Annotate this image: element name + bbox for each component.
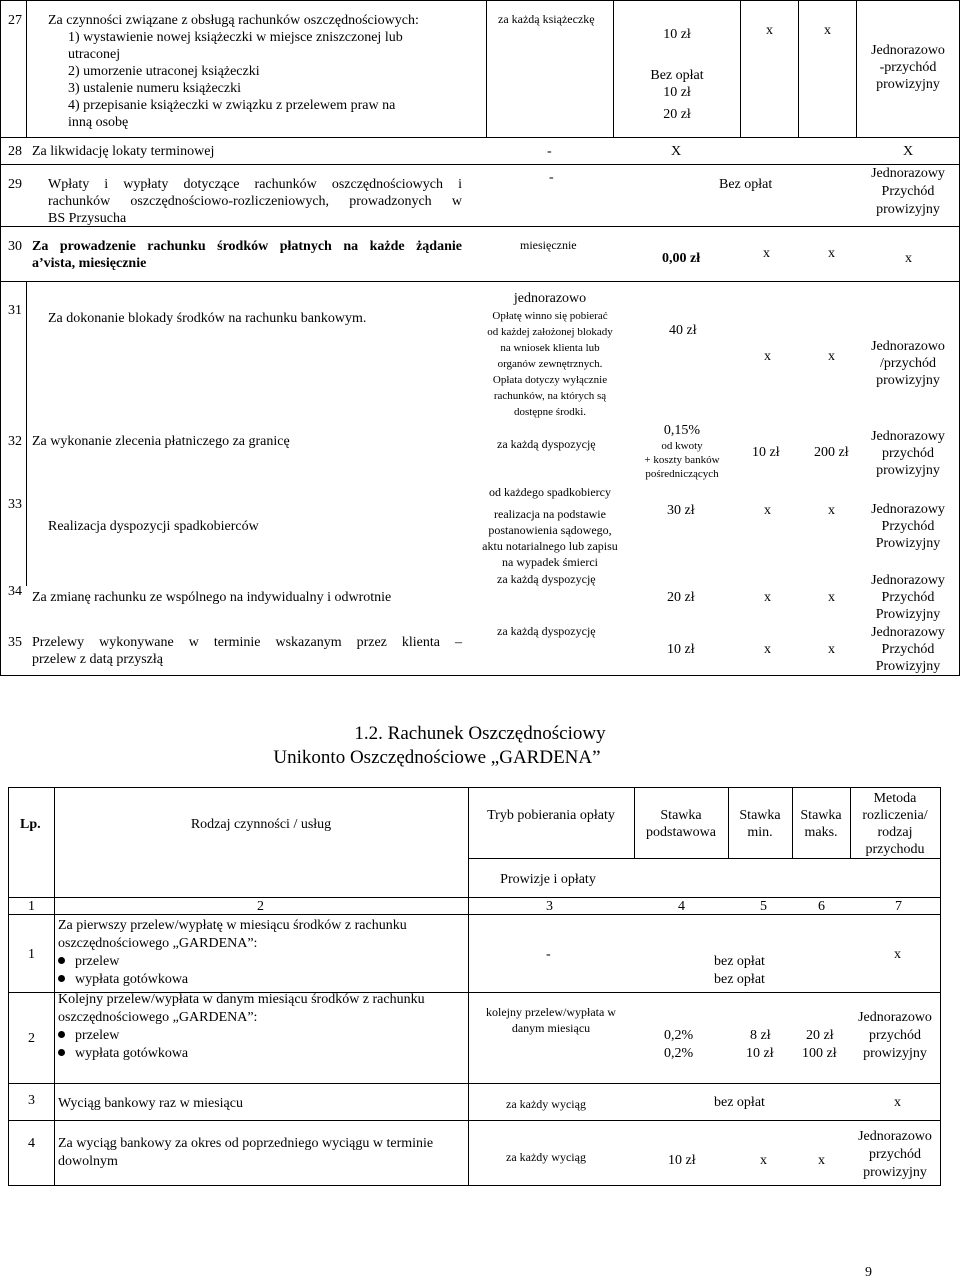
row-description: Wyciąg bankowy raz w miesiącu xyxy=(58,1096,243,1111)
method: Prowizyjny xyxy=(875,607,941,622)
method: Przychód xyxy=(881,642,935,657)
row-description: dowolnym xyxy=(58,1154,118,1169)
rate: 30 zł xyxy=(667,503,695,518)
max-rate: 20 zł xyxy=(806,1028,834,1043)
charge-mode: jednorazowo xyxy=(513,291,587,306)
min-rate: X xyxy=(671,144,682,159)
rate: 10 zł xyxy=(667,642,695,657)
note: na wniosek klienta lub xyxy=(500,342,600,354)
column-number: 3 xyxy=(546,899,553,914)
rate: 10 zł xyxy=(668,1153,696,1168)
column-number: 6 xyxy=(818,899,825,914)
method: Prowizyjny xyxy=(875,536,941,551)
method: -przychód xyxy=(879,60,937,75)
method: Przychód xyxy=(881,184,935,199)
row-description: rachunków oszczędnościowo-rozliczeniowych, prowadzonych w xyxy=(48,194,462,209)
method: przychód xyxy=(868,1028,922,1043)
row-description: Za dokonanie blokady środków na rachunku bankowym. xyxy=(48,311,367,326)
method: przychód xyxy=(881,446,935,461)
min-rate: 10 zł xyxy=(752,445,780,460)
header-metoda: Metoda xyxy=(873,791,917,806)
rate: 0,2% xyxy=(664,1028,694,1043)
note: Opłatę winno się pobierać xyxy=(492,310,608,322)
rate: 20 zł xyxy=(667,590,695,605)
rate: 20 zł xyxy=(663,107,691,122)
bullet-item: wypłata gotówkowa xyxy=(58,1045,188,1062)
row-number: 34 xyxy=(8,584,22,599)
row-description: Za czynności związane z obsługą rachunków oszczędnościowych: xyxy=(48,13,419,28)
method: x xyxy=(894,947,901,962)
column-number: 2 xyxy=(257,899,264,914)
rate: 10 zł xyxy=(663,85,691,100)
method: Jednorazowo xyxy=(871,339,945,354)
header-tryb: Tryb pobierania opłaty xyxy=(487,808,615,823)
charge-mode: - xyxy=(547,144,552,159)
header-stawka-maks: Stawka xyxy=(800,808,842,823)
bullet-icon xyxy=(58,1031,65,1038)
rate: 40 zł xyxy=(669,323,697,338)
charge-mode: za każdą dyspozycję xyxy=(497,572,596,586)
min-rate: 10 zł xyxy=(746,1046,774,1061)
row-description: Za likwidację lokaty terminowej xyxy=(32,144,215,159)
header-metoda: przychodu xyxy=(865,842,925,857)
row-number: 30 xyxy=(8,239,22,254)
header-rodzaj: Rodzaj czynności / usług xyxy=(190,817,332,832)
charge-mode: - xyxy=(549,170,554,185)
max-rate: X xyxy=(903,144,914,159)
row-description: przelew z datą przyszłą xyxy=(32,652,163,667)
min-rate: x xyxy=(764,642,771,657)
note: dostępne środki. xyxy=(513,406,587,418)
min-rate: x xyxy=(764,590,771,605)
list-item-cont: utraconej xyxy=(68,47,121,62)
min-rate: x xyxy=(764,503,771,518)
row-number: 4 xyxy=(28,1136,35,1151)
method: Przychód xyxy=(881,590,935,605)
max-rate: x xyxy=(828,642,835,657)
column-number: 5 xyxy=(760,899,767,914)
charge-mode: za każdą dyspozycję xyxy=(497,624,596,638)
row-description: BS Przysucha xyxy=(48,211,127,226)
header-stawka-podstawowa: Stawka xyxy=(660,808,702,823)
bullet-item: wypłata gotówkowa xyxy=(58,971,188,988)
bullet-item: przelew xyxy=(58,1027,119,1044)
row-description: Kolejny przelew/wypłata w danym miesiącu środków z rachunku xyxy=(58,992,425,1007)
row-description: Za pierwszy przelew/wypłatę w miesiącu środków z rachunku xyxy=(58,918,407,933)
header-lp: Lp. xyxy=(20,817,41,832)
row-number: 3 xyxy=(28,1093,35,1108)
row-number: 29 xyxy=(8,177,22,192)
row-description: Za prowadzenie rachunku środków płatnych na każde żądanie xyxy=(32,239,462,254)
page-number: 9 xyxy=(865,1265,872,1280)
row-number: 33 xyxy=(8,497,22,512)
note: organów zewnętrznych. xyxy=(497,358,603,370)
column-number: 7 xyxy=(895,899,902,914)
row-number: 2 xyxy=(28,1031,35,1046)
method: prowizyjny xyxy=(876,463,940,478)
row-number: 27 xyxy=(8,13,22,28)
bullet-icon xyxy=(58,975,65,982)
note: od każdej założonej blokady xyxy=(487,326,613,338)
header-stawka-min: min. xyxy=(747,825,773,840)
max-rate: x xyxy=(824,23,831,38)
list-item: 1) wystawienie nowej książeczki w miejsce zniszczonej lub xyxy=(68,30,403,45)
rate: Bez opłat xyxy=(719,177,773,192)
method: przychód xyxy=(868,1147,922,1162)
rate-note: od kwoty xyxy=(661,440,703,452)
header-stawka-maks: maks. xyxy=(804,825,838,840)
min-rate: x xyxy=(766,23,773,38)
row-description: Realizacja dyspozycji spadkobierców xyxy=(48,519,259,534)
max-rate: x xyxy=(828,349,835,364)
max-rate: 200 zł xyxy=(814,445,849,460)
header-prowizje: Prowizje i opłaty xyxy=(500,872,596,887)
method: prowizyjny xyxy=(863,1046,927,1061)
row-number: 28 xyxy=(8,144,22,159)
section-subtitle: Unikonto Oszczędnościowe „GARDENA” xyxy=(273,747,601,768)
method: prowizyjny xyxy=(876,202,940,217)
method: x xyxy=(894,1095,901,1110)
method: Jednorazowo xyxy=(858,1010,932,1025)
max-rate: x xyxy=(828,590,835,605)
row-number: 35 xyxy=(8,635,22,650)
max-rate: x xyxy=(828,503,835,518)
list-item-cont: inną osobę xyxy=(68,115,129,130)
header-metoda: rodzaj xyxy=(877,825,913,840)
row-description: Przelewy wykonywane w terminie wskazanym przez klienta – xyxy=(32,635,462,650)
row-description: oszczędnościowego „GARDENA”: xyxy=(58,936,258,951)
charge-mode: na wypadek śmierci xyxy=(502,555,598,569)
method: Jednorazowy xyxy=(871,429,945,444)
charge-mode: od każdego spadkobiercy xyxy=(489,485,611,499)
rate: bez opłat xyxy=(714,1095,765,1110)
row-number: 31 xyxy=(8,303,22,318)
max-rate: x xyxy=(828,246,835,261)
method: Jednorazowy xyxy=(871,166,945,181)
list-item: 3) ustalenie numeru książeczki xyxy=(68,81,241,96)
charge-mode: za każdą książeczkę xyxy=(498,12,595,26)
header-stawka-min: Stawka xyxy=(739,808,781,823)
method: Jednorazowo xyxy=(871,43,945,58)
min-rate: x xyxy=(763,246,770,261)
charge-mode: danym miesiącu xyxy=(511,1021,591,1035)
method: x xyxy=(905,251,912,266)
row-description: a’vista, miesięcznie xyxy=(32,256,147,271)
charge-mode: za każdy wyciąg xyxy=(506,1150,586,1164)
row-number: 1 xyxy=(28,947,35,962)
rate: 0,2% xyxy=(664,1046,694,1061)
row-description: Za wyciąg bankowy za okres od poprzedniego wyciągu w terminie xyxy=(58,1136,434,1151)
note: rachunków, na których są xyxy=(493,390,607,402)
min-rate: x xyxy=(764,349,771,364)
rate: bez opłat xyxy=(714,954,765,969)
max-rate: 100 zł xyxy=(802,1046,837,1061)
charge-mode: kolejny przelew/wypłata w xyxy=(486,1005,616,1019)
method: prowizyjny xyxy=(876,373,940,388)
row-description: Wpłaty i wypłaty dotyczące rachunków oszczędnościowych i xyxy=(48,177,462,192)
rate: Bez opłat xyxy=(650,68,704,83)
min-rate: 8 zł xyxy=(750,1028,771,1043)
charge-mode: za każdy wyciąg xyxy=(506,1097,586,1111)
row-description: Za zmianę rachunku ze wspólnego na indywidualny i odwrotnie xyxy=(32,590,392,605)
rate: 0,15% xyxy=(663,423,701,438)
column-number: 4 xyxy=(678,899,685,914)
list-item: 4) przepisanie książeczki w związku z przelewem praw na xyxy=(68,98,396,113)
method: Jednorazowo xyxy=(858,1129,932,1144)
charge-mode: miesięcznie xyxy=(520,238,577,252)
list-item: 2) umorzenie utraconej książeczki xyxy=(68,64,260,79)
section-title: 1.2. Rachunek Oszczędnościowy xyxy=(354,723,606,744)
charge-mode: aktu notarialnego lub zapisu xyxy=(482,539,618,553)
method: /przychód xyxy=(880,356,936,371)
header-stawka-podstawowa: podstawowa xyxy=(646,825,716,840)
rate-note: + koszty banków xyxy=(644,454,720,466)
method: Prowizyjny xyxy=(875,659,941,674)
method: Jednorazowy xyxy=(871,573,945,588)
rate: 10 zł xyxy=(663,27,691,42)
method: prowizyjny xyxy=(863,1165,927,1180)
rate: bez opłat xyxy=(714,972,765,987)
bullet-icon xyxy=(58,1049,65,1056)
row-description: oszczędnościowego „GARDENA”: xyxy=(58,1010,258,1025)
row-number: 32 xyxy=(8,434,22,449)
bullet-icon xyxy=(58,957,65,964)
rate-note: pośredniczących xyxy=(645,468,719,480)
max-rate: x xyxy=(818,1153,825,1168)
header-metoda: rozliczenia/ xyxy=(862,808,928,823)
charge-mode: za każdą dyspozycję xyxy=(497,437,596,451)
note: Opłata dotyczy wyłącznie xyxy=(492,374,608,386)
method: Jednorazowy xyxy=(871,625,945,640)
bullet-item: przelew xyxy=(58,953,119,970)
row-description: Za wykonanie zlecenia płatniczego za granicę xyxy=(32,434,290,449)
method: Jednorazowy xyxy=(871,502,945,517)
column-number: 1 xyxy=(28,899,35,914)
charge-mode: realizacja na podstawie xyxy=(494,507,606,521)
charge-mode: - xyxy=(546,947,551,962)
min-rate: x xyxy=(760,1153,767,1168)
charge-mode: postanowienia sądowego, xyxy=(488,523,612,537)
method: Przychód xyxy=(881,519,935,534)
rate: 0,00 zł xyxy=(662,251,701,266)
method: prowizyjny xyxy=(876,77,940,92)
